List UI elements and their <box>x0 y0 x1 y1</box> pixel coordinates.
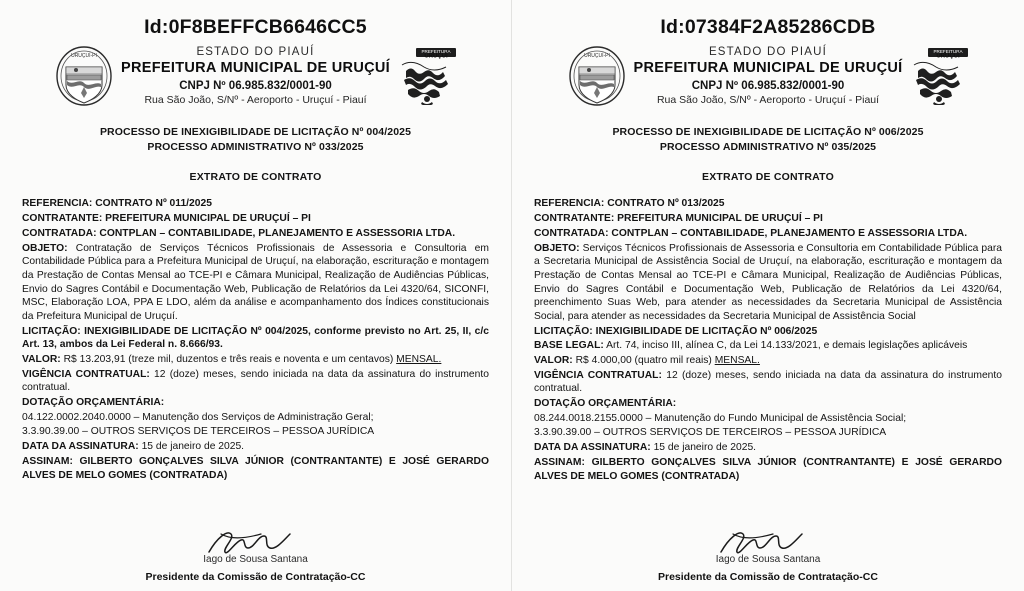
document-body <box>534 197 1002 483</box>
field-licitacao-value: INEXIGIBILIDADE DE LICITAÇÃO Nº 004/2025, conforme previsto no Art. 25, II, c/c Art. 13, ambos da Lei Federal n. 8.666/93. <box>22 325 489 351</box>
field-contratante <box>22 212 489 226</box>
field-referencia <box>534 197 1002 211</box>
svg-text:URUÇUÍ: URUÇUÍ <box>936 53 961 60</box>
field-dotacao-label: DOTAÇÃO ORÇAMENTÁRIA: <box>22 397 165 409</box>
field-vigencia-value: 12 (doze) meses, sendo iniciada na data da assinatura do instrumento contratual. <box>534 369 1002 395</box>
field-contratada <box>534 227 1002 241</box>
field-dotacao-line2: 3.3.90.39.00 – OUTROS SERVIÇOS DE TERCEIROS – PESSOA JURÍDICA <box>534 427 887 439</box>
field-dotacao-line1: 04.122.0002.2040.0000 – Manutenção dos Serviços de Administração Geral; <box>22 411 374 423</box>
field-dotacao-label: DOTAÇÃO ORÇAMENTÁRIA: <box>534 398 677 410</box>
field-data-assinatura-value: 15 de janeiro de 2025. <box>653 442 757 454</box>
document-body <box>22 197 489 482</box>
field-assinam-value: GILBERTO GONÇALVES SILVA JÚNIOR (CONTRANTANTE) E JOSÉ GERARDO ALVES DE MELO GOMES (CONTRATADA) <box>22 455 489 481</box>
field-contratada-value: CONTPLAN – CONTABILIDADE, PLANEJAMENTO E ASSESSORIA LTDA. <box>99 227 456 239</box>
process-line-1: PROCESSO DE INEXIGIBILIDADE DE LICITAÇÃO Nº 006/2025 <box>612 126 924 138</box>
field-contratada <box>22 227 489 241</box>
field-valor-label: VALOR: <box>22 354 61 365</box>
field-referencia-label: REFERENCIA: <box>22 198 93 210</box>
field-licitacao-label: LICITAÇÃO: <box>534 325 593 337</box>
field-dotacao-line1: 08.244.0018.2155.0000 – Manutenção do Fundo Municipal de Assistência Social; <box>534 412 907 424</box>
field-valor-label: VALOR: <box>534 355 573 366</box>
field-data-assinatura <box>534 441 1002 455</box>
field-dotacao-line2: 3.3.90.39.00 – OUTROS SERVIÇOS DE TERCEIROS – PESSOA JURÍDICA <box>22 426 375 438</box>
field-licitacao-label: LICITAÇÃO: <box>22 325 81 337</box>
coat-of-arms-icon <box>53 45 115 107</box>
header-state: ESTADO DO PIAUÍ <box>196 46 315 58</box>
field-base-legal <box>534 339 1002 353</box>
field-assinam <box>22 455 489 482</box>
field-base-legal-label: BASE LEGAL: <box>534 340 604 352</box>
svg-text:PREFEITURA: PREFEITURA <box>421 49 451 54</box>
signature-role: Presidente da Comissão de Contratação-CC <box>145 571 366 583</box>
field-objeto-value: Contratação de Serviços Técnicos Profissionais de Assessoria e Consultoria em Contabilidade Pública para a Prefeitura Municipal de Uruçuí, na elaboração, escrituração e montagem da Prestação de Contas Mensal ao TCE-PI e Câmara Municipal, Realização de Audiências Públicas, Envio do Sagres Contábil e Documentação Web, Publicação de Relatórios da Lei 4320/64, SICONFI, MSC, Elaboração LOA, PPA E LDO, além da análise e acompanhamento dos Índices constitucionais da Prefeitura Municipal de Uruçuí. <box>22 242 489 322</box>
field-objeto-label: OBJETO: <box>22 242 68 254</box>
signature-role: Presidente da Comissão de Contratação-CC <box>658 571 878 583</box>
process-line-2: PROCESSO ADMINISTRATIVO Nº 033/2025 <box>147 141 364 154</box>
field-referencia <box>22 197 489 211</box>
header-city: PREFEITURA MUNICIPAL DE URUÇUÍ <box>633 60 903 77</box>
field-licitacao-value: INEXIGIBILIDADE DE LICITAÇÃO Nº 006/2025 <box>595 325 818 337</box>
header-cnpj: CNPJ Nº 06.985.832/0001-90 <box>179 79 332 92</box>
svg-text:URUÇUÍ-PI: URUÇUÍ-PI <box>71 53 97 59</box>
field-vigencia <box>22 368 489 395</box>
document-id: Id:0F8BEFFCB6646CC5 <box>144 16 367 38</box>
field-assinam-label: ASSINAM: <box>534 456 585 468</box>
field-objeto <box>22 242 489 324</box>
letterhead <box>22 45 489 107</box>
field-dotacao <box>22 396 489 410</box>
field-contratada-label: CONTRATADA: <box>22 227 97 239</box>
extrato-title: EXTRATO DE CONTRATO <box>702 171 834 184</box>
field-contratante-value: PREFEITURA MUNICIPAL DE URUÇUÍ – PI <box>105 213 311 225</box>
document-right <box>512 0 1024 591</box>
field-referencia-label: REFERENCIA: <box>534 198 605 210</box>
field-data-assinatura-label: DATA DA ASSINATURA: <box>22 441 139 453</box>
field-contratante <box>534 212 1002 226</box>
field-licitacao <box>22 325 489 352</box>
field-objeto-label: OBJETO: <box>534 242 580 254</box>
process-block <box>534 125 1002 155</box>
header-cnpj: CNPJ Nº 06.985.832/0001-90 <box>691 79 845 92</box>
field-objeto <box>534 242 1002 324</box>
header-city: PREFEITURA MUNICIPAL DE URUÇUÍ <box>121 60 390 77</box>
field-contratante-label: CONTRATANTE: <box>534 213 615 225</box>
extrato-title: EXTRATO DE CONTRATO <box>189 171 322 184</box>
signature-name: Iago de Sousa Santana <box>203 554 308 565</box>
field-contratante-value: PREFEITURA MUNICIPAL DE URUÇUÍ – PI <box>617 213 823 225</box>
field-valor-suffix: MENSAL. <box>396 354 442 365</box>
field-valor <box>534 354 1002 368</box>
letterhead <box>534 45 1002 107</box>
field-vigencia <box>534 369 1002 396</box>
field-base-legal-value: Art. 74, inciso III, alínea C, da Lei 14.133/2021, e demais legislações aplicáveis <box>606 340 968 352</box>
prefeitura-urucui-logo <box>396 47 458 105</box>
svg-text:URUÇUÍ: URUÇUÍ <box>424 53 448 60</box>
document-id: Id:07384F2A85286CDB <box>660 16 876 38</box>
signature-name: Iago de Sousa Santana <box>715 554 821 565</box>
field-objeto-value: Serviços Técnicos Profissionais de Assessoria e Consultoria em Contabilidade Pública para a Secretaria Municipal de Assistência Social de Uruçuí, na elaboração, escrituração e montagem da Prestação de Contas Mensal ao TCE-PI e Câmara Municipal, Realização de Audiências Públicas, Envio do Sagres Contábil e Documentação Web, Publicação de Relatórios da Lei 4320/64, preenchimento Suas Web, para atender as necessidades da Secretaria Municipal de Assistência Social, para atender as necessidades da Secretaria Municipal de Assistência Social <box>534 242 1002 322</box>
header-state: ESTADO DO PIAUÍ <box>708 46 828 58</box>
field-data-assinatura-value: 15 de janeiro de 2025. <box>141 441 245 453</box>
field-valor-value: R$ 13.203,91 (treze mil, duzentos e três reais e noventa e um centavos) <box>63 354 394 365</box>
process-block <box>22 125 489 155</box>
field-licitacao <box>534 325 1002 339</box>
field-contratada-label: CONTRATADA: <box>534 227 609 239</box>
field-vigencia-label: VIGÊNCIA CONTRATUAL: <box>534 369 662 381</box>
field-contratante-label: CONTRATANTE: <box>22 213 103 225</box>
field-dotacao <box>534 397 1002 411</box>
letterhead-text <box>634 45 903 107</box>
header-address: Rua São João, S/Nº - Aeroporto - Uruçuí - Piauí <box>144 93 367 106</box>
field-valor-value: R$ 4.000,00 (quatro mil reais) <box>575 355 712 366</box>
letterhead-text <box>121 45 390 107</box>
field-assinam-value: GILBERTO GONÇALVES SILVA JÚNIOR (CONTRANTANTE) E JOSÉ GERARDO ALVES DE MELO GOMES (CONTRATADA) <box>534 456 1002 482</box>
field-valor-suffix: MENSAL. <box>714 355 760 366</box>
header-address: Rua São João, S/Nº - Aeroporto - Uruçuí - Piauí <box>656 93 880 106</box>
prefeitura-urucui-logo <box>908 47 970 105</box>
field-assinam <box>534 456 1002 483</box>
svg-text:URUÇUÍ-PI: URUÇUÍ-PI <box>583 53 610 59</box>
field-valor <box>22 353 489 367</box>
field-vigencia-value: 12 (doze) meses, sendo iniciada na data da assinatura do instrumento contratual. <box>22 368 489 394</box>
coat-of-arms-icon <box>566 45 628 107</box>
signature-block <box>0 526 511 583</box>
svg-text:PREFEITURA: PREFEITURA <box>933 49 964 54</box>
field-referencia-value: CONTRATO Nº 013/2025 <box>607 198 725 210</box>
field-contratada-value: CONTPLAN – CONTABILIDADE, PLANEJAMENTO E ASSESSORIA LTDA. <box>611 227 968 239</box>
field-data-assinatura <box>22 440 489 454</box>
field-assinam-label: ASSINAM: <box>22 455 73 467</box>
signature-block <box>512 526 1024 583</box>
process-line-2: PROCESSO ADMINISTRATIVO Nº 035/2025 <box>659 141 877 154</box>
field-vigencia-label: VIGÊNCIA CONTRATUAL: <box>22 368 150 380</box>
field-referencia-value: CONTRATO Nº 011/2025 <box>95 198 212 210</box>
process-line-1: PROCESSO DE INEXIGIBILIDADE DE LICITAÇÃO Nº 004/2025 <box>99 126 412 138</box>
field-data-assinatura-label: DATA DA ASSINATURA: <box>534 442 651 454</box>
